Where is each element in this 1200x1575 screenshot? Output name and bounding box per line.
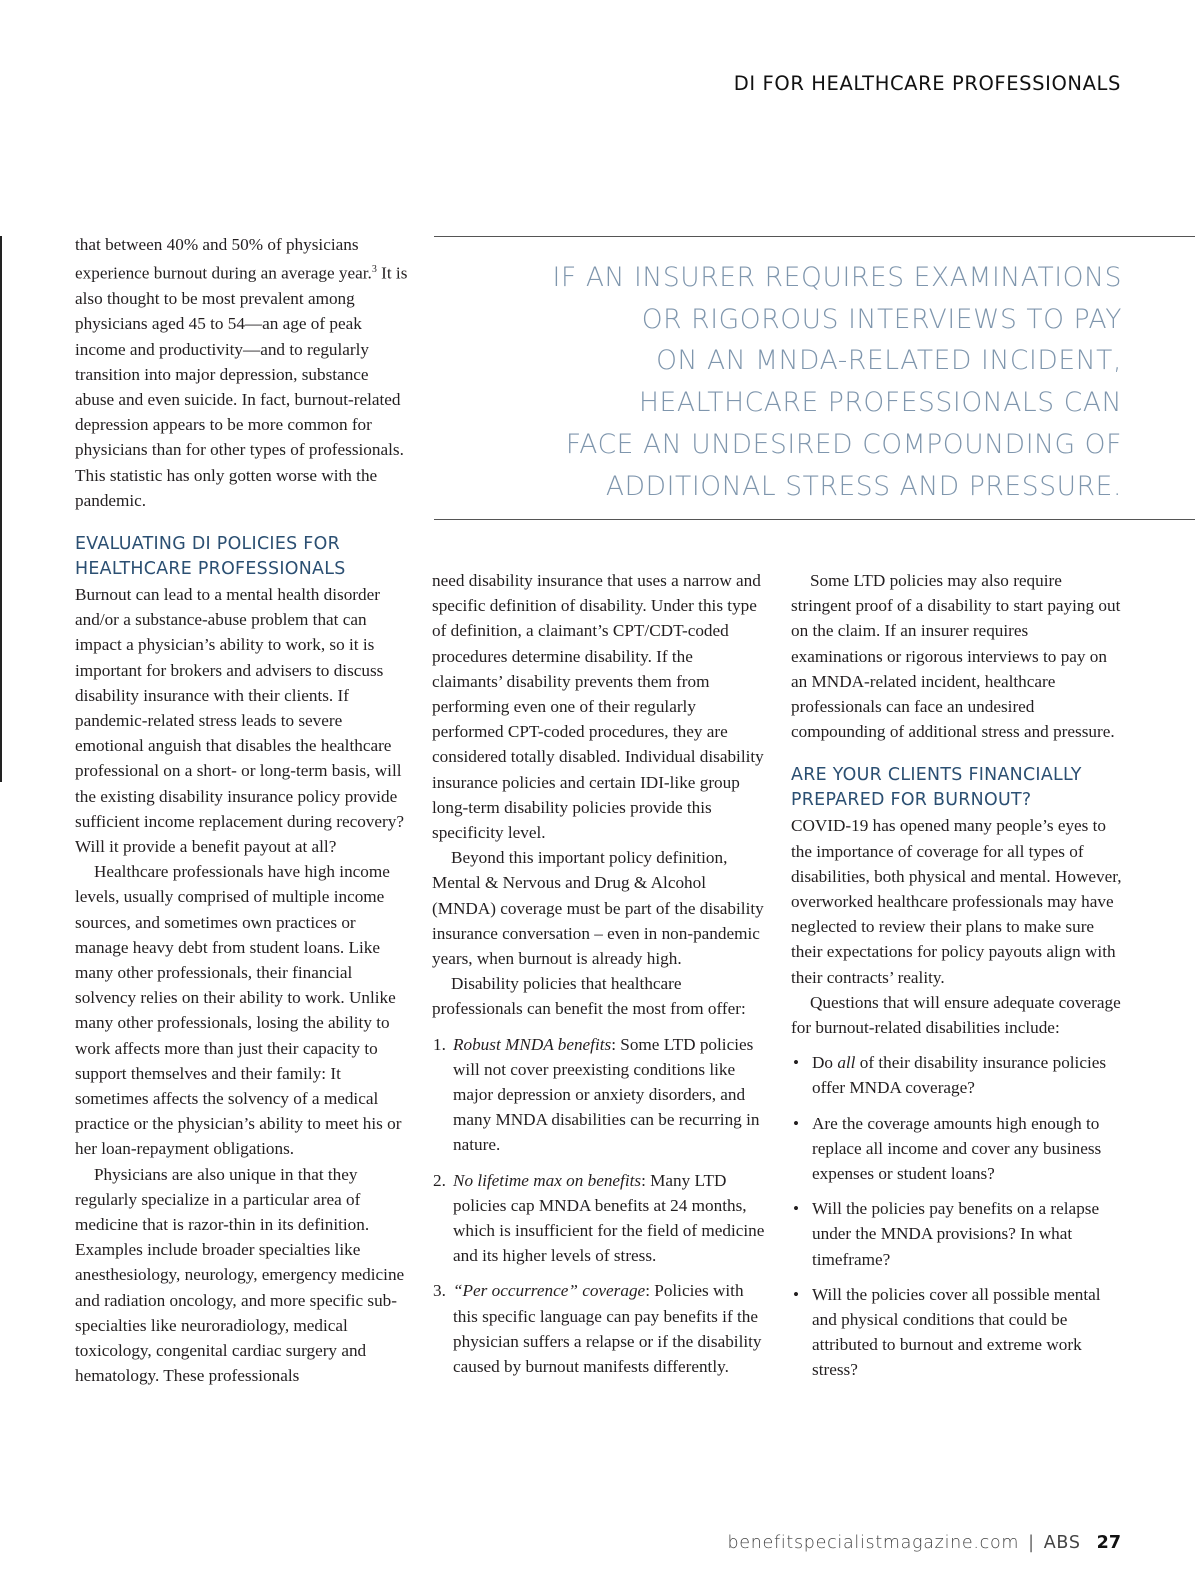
column-1 [75,232,410,1388]
list-term: Robust MNDA benefits [453,1034,612,1054]
pull-quote-line: OR RIGOROUS INTERVIEWS TO PAY [641,303,1122,335]
section-heading: EVALUATING DI POLICIES FOR HEALTHCARE PROFESSIONALS [75,533,346,579]
pull-quote-line: ON AN MNDA-RELATED INCIDENT, [656,345,1122,377]
page-number: 27 [1096,1533,1121,1553]
footer-publication: ABS [1043,1533,1081,1553]
body-paragraph: COVID-19 has opened many people’s eyes to the importance of coverage for all types of disabilities, both physical and mental. However, overworked healthcare professionals may have neglected to review their plans to make sure their expectations for policy payouts align with their contracts’ reality. [791,816,1122,987]
body-paragraph: Some LTD policies may also require stringent proof of a disability to start paying out on the claim. If an insurer requires examinations or rigorous interviews to pay on an MNDA-related incident, healthcare professionals can face an undesired compounding of additional stress and pressure. [791,571,1121,742]
body-paragraph: Burnout can lead to a mental health disorder and/or a substance-abuse problem that can impact a physician’s ability to work, so it is important for brokers and advisers to discuss disability insurance with their clients. If pandemic-related stress leads to severe emotional anguish that disables the healthcare professional on a short- or long-term basis, will the existing disability insurance policy provide sufficient income replacement during recovery? Will it provide a benefit payout at all? [75,584,404,856]
body-paragraph: that between 40% and 50% of physicians experience burnout during an average year.$^3$ It is also thought to be most prevalent among physicians aged 45 to 54—an age of peak income and productivity—and to regularly transition into major depression, substance abuse and even suicide. In fact, burnout-related depression appears to be more common for physicians than for other types of professionals. This statistic has only gotten worse with the pandemic. [75,235,408,510]
body-paragraph: Beyond this important policy definition, Mental & Nervous and Drug & Alcohol (MNDA) coverage must be part of the disability insurance conversation – even in non-pandemic years, when burnout is already high. [432,848,764,969]
bullet-icon: • [793,1284,800,1304]
bullet-icon: • [793,1113,800,1133]
benefits-list [432,1032,767,1380]
list-item: 1. Robust MNDA benefits: Some LTD policies will not cover preexisting conditions like major depression or anxiety disorders, and many MNDA disabilities can be recurring in nature. [433,1034,760,1155]
page-footer [727,1533,1121,1553]
list-item: • Will the policies cover all possible mental and physical conditions that could be attributed to burnout and extreme work stress? [791,1282,1123,1383]
list-item: • Will the policies pay benefits on a relapse under the MNDA provisions? In what timeframe? [791,1196,1123,1272]
list-item: • Are the coverage amounts high enough to replace all income and cover any business expenses or student loans? [791,1111,1123,1187]
pull-quote-line: ADDITIONAL STRESS AND PRESSURE. [605,470,1122,502]
questions-list [791,1050,1123,1382]
body-paragraph: Healthcare professionals have high income levels, usually comprised of multiple income sources, and sometimes own practices or manage heavy debt from student loans. Like many other professionals, their financial solvency relies on their ability to work. Unlike many other professionals, losing the ability to work affects more than just their capacity to support themselves and their family: It sometimes affects the solvency of a medical practice or the physician’s ability to meet his or her loan-repayment obligations. [75,862,402,1159]
body-paragraph: Questions that will ensure adequate coverage for burnout-related disabilities include: [791,992,1121,1038]
body-paragraph: Physicians are also unique in that they regularly specialize in a particular area of medicine that is razor-thin in its definition. Examples include broader specialties like anesthesiology, neurology, emergency medicine and radiation oncology, and more specific sub-specialties like neuroradiology, medical toxicology, congenital cardiac surgery and hematology. These professionals [75,1164,405,1386]
bullet-icon: • [793,1199,800,1219]
bullet-icon: • [793,1053,800,1073]
list-item: 2. No lifetime max on benefits: Many LTD policies cap MNDA benefits at 24 months, which is insufficient for the field of medicine and its higher levels of stress. [433,1170,765,1266]
column-3 [791,568,1123,1393]
list-item: 3. “Per occurrence” coverage: Policies with this specific language can pay benefits if the physician suffers a relapse or if the disability caused by burnout manifests differently. [433,1281,762,1377]
pull-quote-line: HEALTHCARE PROFESSIONALS CAN [638,387,1122,419]
pull-quote-line: FACE AN UNDESIRED COMPOUNDING OF [565,428,1122,460]
footer-website: benefitspecialistmagazine.com [727,1533,1020,1553]
section-heading: ARE YOUR CLIENTS FINANCIALLY PREPARED FOR BURNOUT? [791,765,1082,811]
list-term: No lifetime max on benefits [453,1170,642,1190]
list-item: • Do all of their disability insurance policies offer MNDA coverage? [791,1050,1123,1100]
pull-quote-text [482,257,1122,507]
pull-quote-line: IF AN INSURER REQUIRES EXAMINATIONS [552,262,1122,293]
running-header: DI FOR HEALTHCARE PROFESSIONALS [733,72,1121,95]
body-paragraph: Disability policies that healthcare professionals can benefit the most from offer: [432,974,746,1019]
footnote-marker: 3 [371,264,377,276]
body-paragraph: need disability insurance that uses a narrow and specific definition of disability. Under this type of definition, a claimant’s CPT/CDT-coded procedures determine disability. If the claimants’ disability prevents them from performing even one of their regularly performed CPT-coded procedures, they are considered totally disabled. Individual disability insurance policies and certain IDI-like group long-term disability policies provide this specificity level. [432,571,764,843]
footer-separator: | [1028,1533,1035,1553]
pull-quote [434,236,1195,520]
margin-rule [0,236,2,782]
column-2 [432,568,767,1389]
list-term: “Per occurrence” coverage [453,1281,646,1301]
